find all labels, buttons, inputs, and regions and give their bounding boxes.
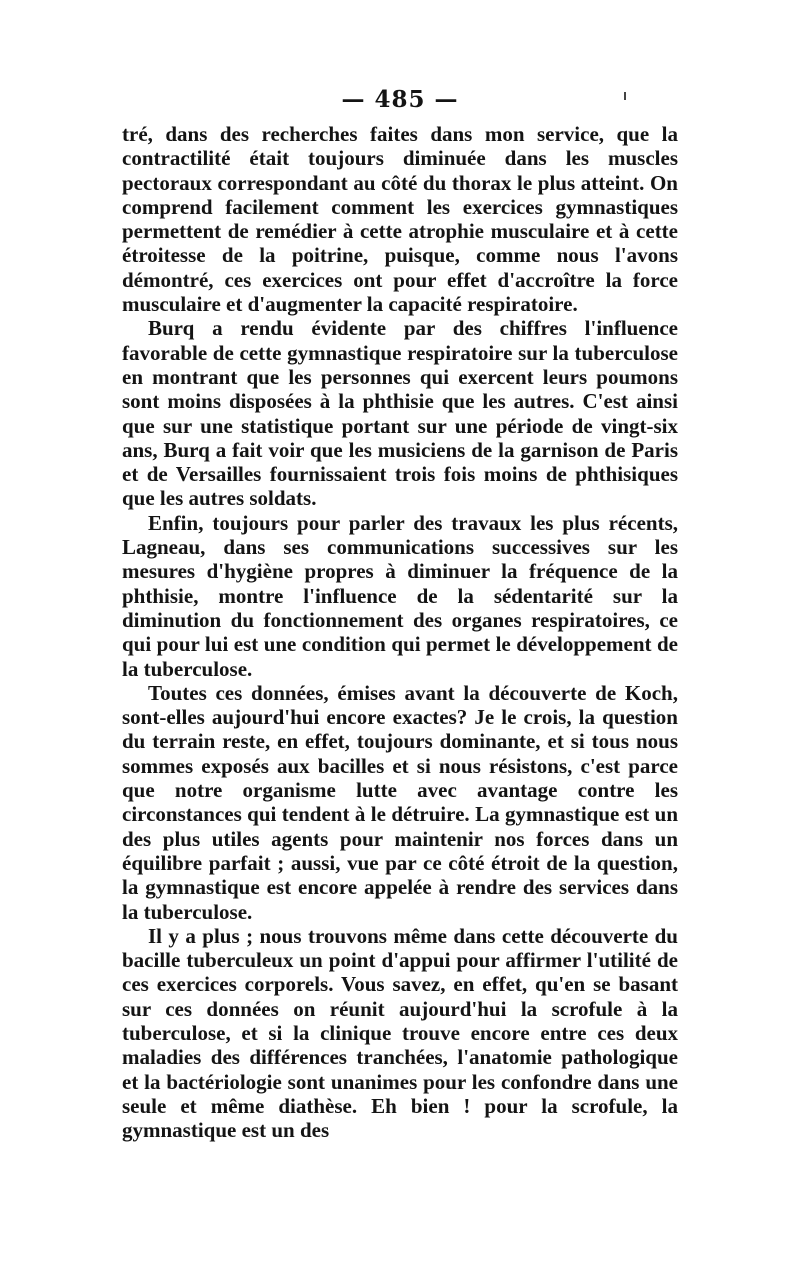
paragraph-1: tré, dans des recherches faites dans mon service, que la contractilité était toujours diminuée dans les muscles pectoraux correspondant au côté du thorax le plus atteint. On comprend facilement comment les exercices gymnastiques permettent de remédier à cette atrophie musculaire et à cette étroitesse de la poitrine, puisque, comme nous l'avons démontré, ces exercices ont pour effet d'accroître la force musculaire et d'augmenter la capacité respiratoire.: [122, 122, 678, 317]
stray-ink-mark: [624, 92, 626, 100]
paragraph-4: Toutes ces données, émises avant la découverte de Koch, sont-elles aujourd'hui encore exactes? Je le crois, la question du terrain reste, en effet, toujours dominante, et si tous nous sommes exposés aux bacilles et si nous résistons, c'est parce que notre organisme lutte avec avantage contre les circonstances qui tendent à le détruire. La gymnastique est un des plus utiles agents pour maintenir nos forces dans un équilibre parfait ; aussi, vue par ce côté étroit de la question, la gymnastique est encore appelée à rendre des services dans la tuberculose.: [122, 680, 678, 924]
body-text: [122, 122, 678, 1142]
paragraph-2: Burq a rendu évidente par des chiffres l'influence favorable de cette gymnastique respiratoire sur la tuberculose en montrant que les personnes qui exercent leurs poumons sont moins disposées à la phthisie que les autres. C'est ainsi que sur une statistique portant sur une période de vingt-six ans, Burq a fait voir que les musiciens de la garnison de Paris et de Versailles fournissaient trois fois moins de phthisiques que les autres soldats.: [122, 316, 678, 511]
page-number: — 485 —: [341, 86, 459, 113]
paragraph-3: Enfin, toujours pour parler des travaux les plus récents, Lagneau, dans ses communications successives sur les mesures d'hygiène propres à diminuer la fréquence de la phthisie, montre l'influence de la sédentarité sur la diminution du fonctionnement des organes respiratoires, ce qui pour lui est une condition qui permet le développement de la tuberculose.: [122, 510, 678, 681]
paragraph-5: Il y a plus ; nous trouvons même dans cette découverte du bacille tuberculeux un point d'appui pour affirmer l'utilité de ces exercices corporels. Vous savez, en effet, qu'en se basant sur ces données on réunit aujourd'hui la scrofule à la tuberculose, et si la clinique trouve encore entre ces deux maladies des différences tranchées, l'anatomie pathologique et la bactériologie sont unanimes pour les confondre dans une seule et même diathèse. Eh bien ! pour la scrofule, la gymnastique est un des: [122, 923, 678, 1143]
